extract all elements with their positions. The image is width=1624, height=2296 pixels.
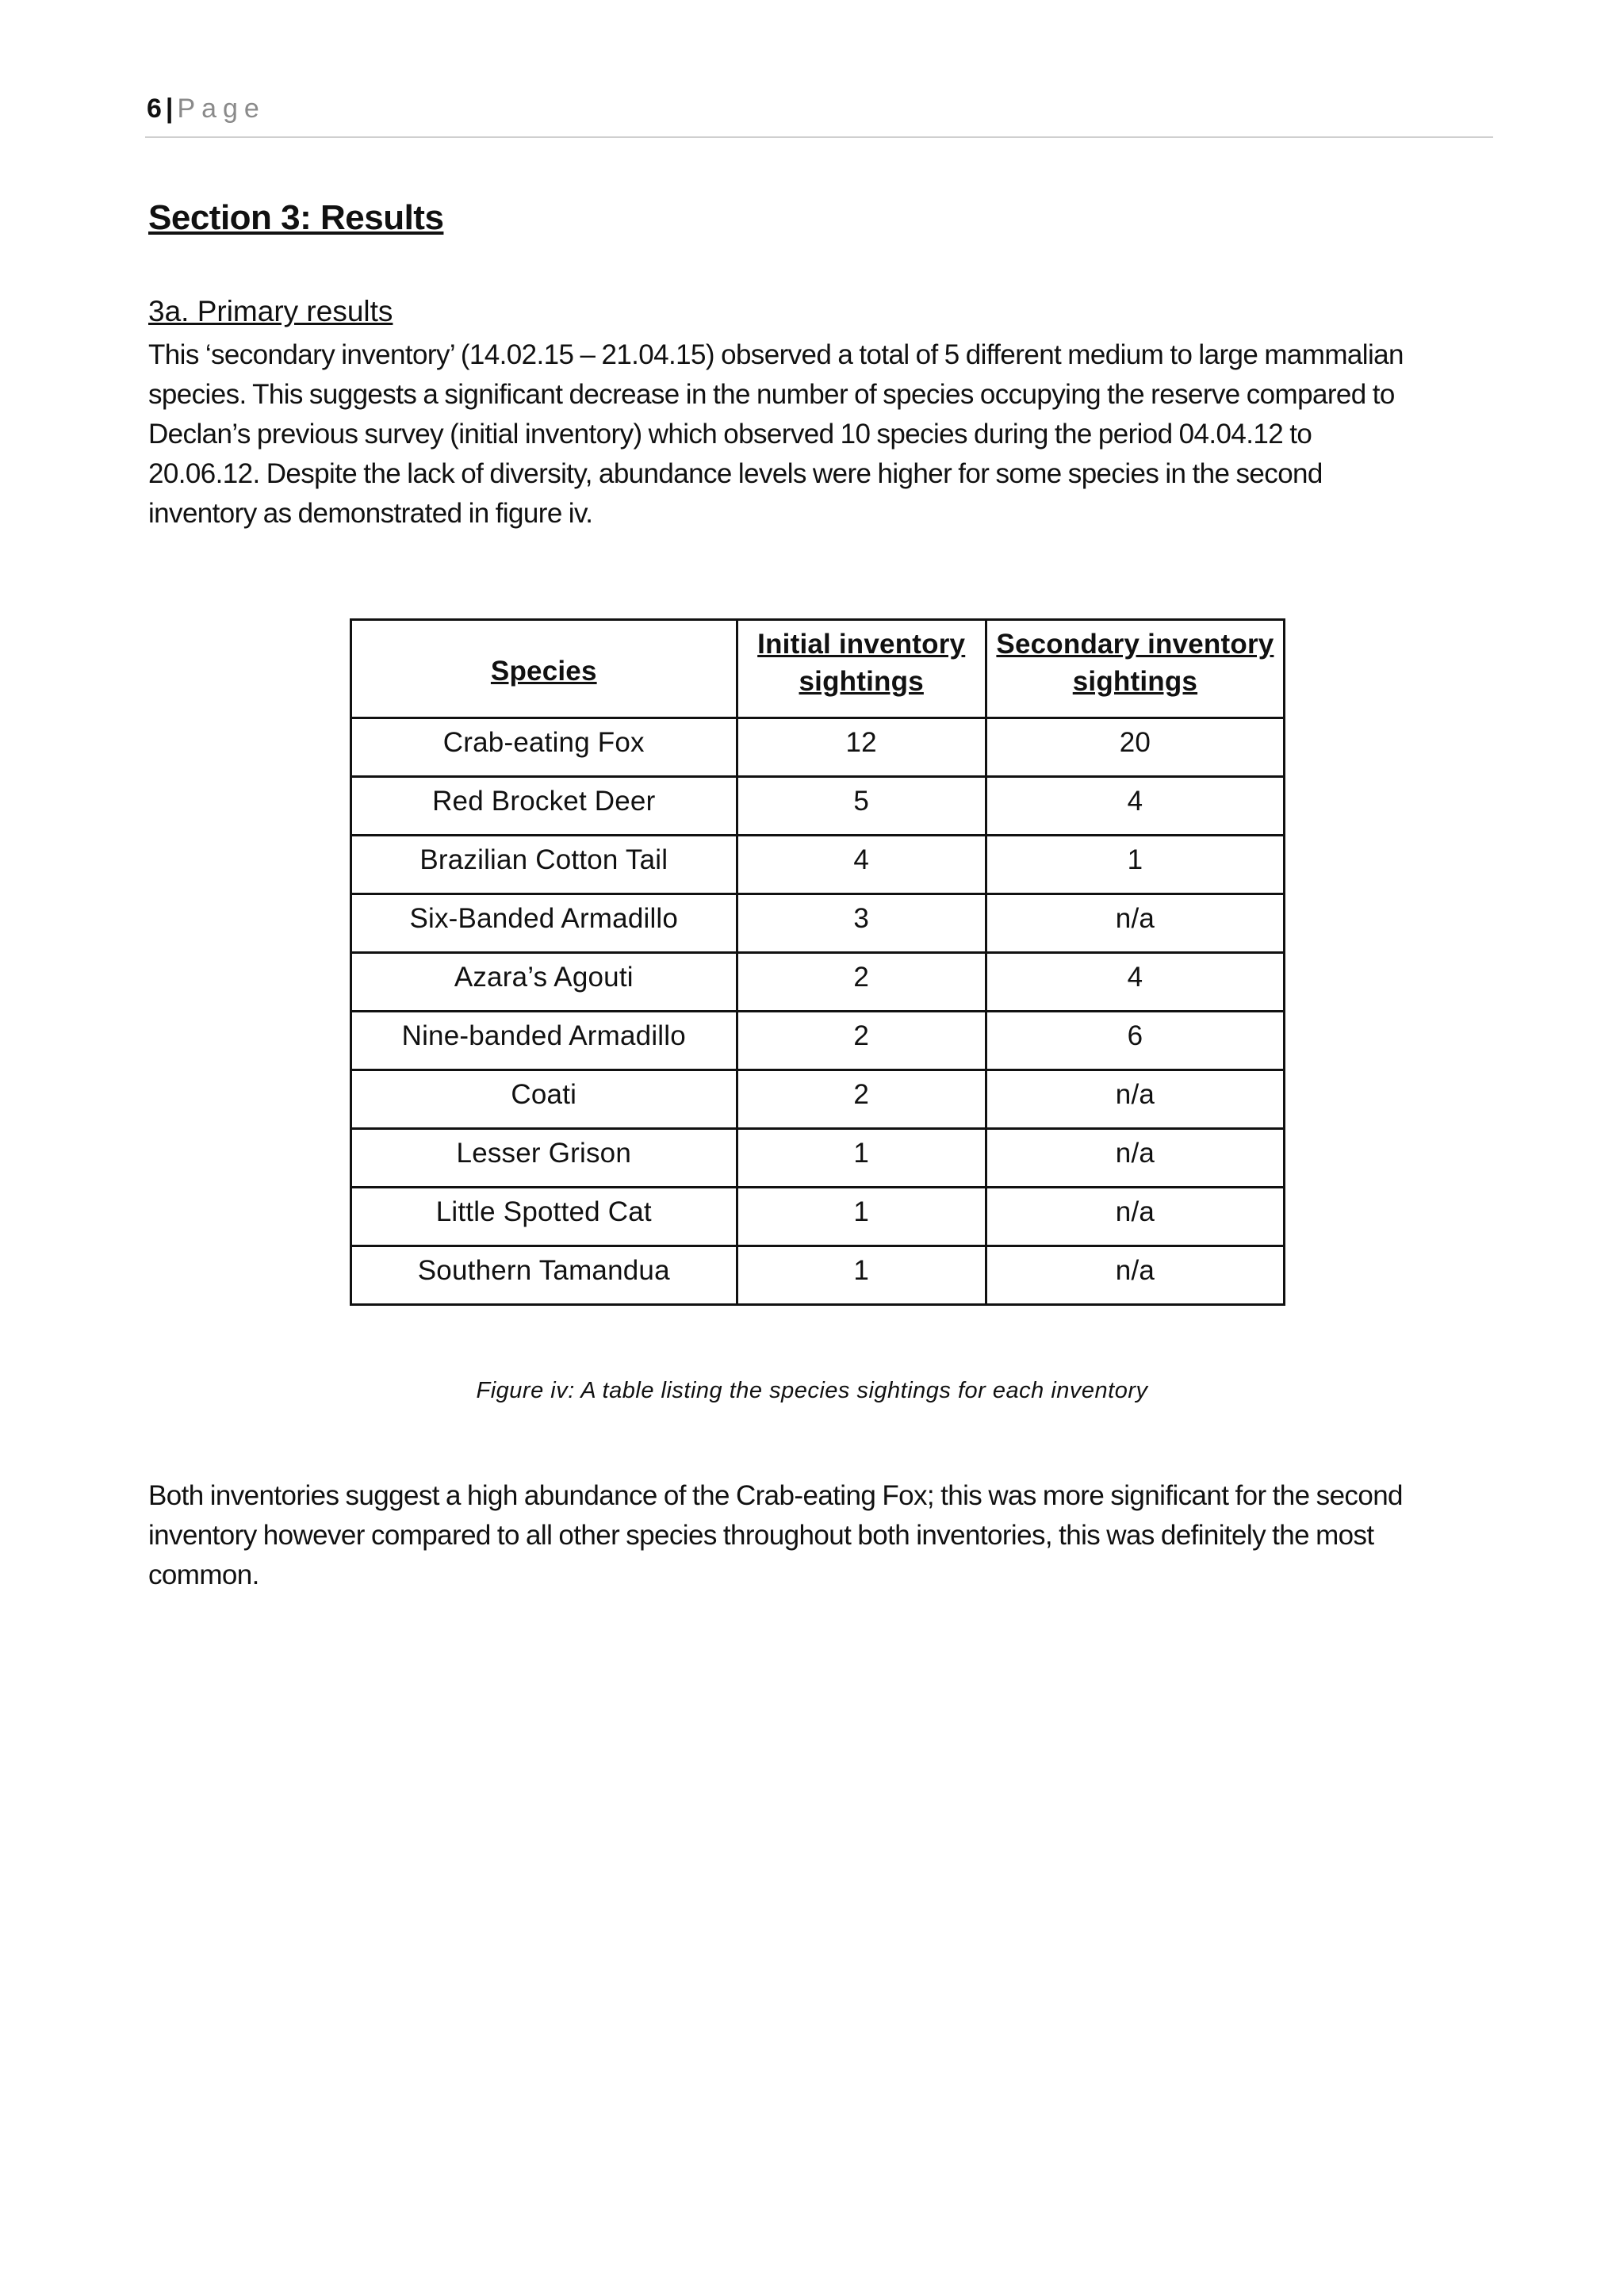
table-row [351, 1129, 1285, 1188]
species-cell: Brazilian Cotton Tail [351, 836, 737, 894]
table-row [351, 1188, 1285, 1246]
secondary-sightings-cell: n/a [986, 1246, 1284, 1305]
paragraph-line: Declan’s previous survey (initial inventory) which observed 10 species during the period 04.04.12 to [148, 419, 1312, 450]
page-header-separator: | [165, 94, 174, 124]
table-header-row [351, 620, 1285, 718]
secondary-sightings-cell: n/a [986, 1129, 1284, 1188]
header-line: sightings [1072, 666, 1198, 697]
initial-sightings-cell: 2 [737, 1012, 986, 1070]
initial-sightings-cell: 5 [737, 777, 986, 836]
paragraph-line: common. [148, 1559, 259, 1590]
species-sightings-table [350, 618, 1285, 1306]
secondary-sightings-cell: 1 [986, 836, 1284, 894]
header-line: Initial inventory [757, 629, 966, 660]
table-row [351, 1246, 1285, 1305]
header-line: sightings [799, 666, 924, 697]
species-cell: Crab-eating Fox [351, 718, 737, 777]
species-cell: Azara’s Agouti [351, 953, 737, 1012]
initial-sightings-cell: 4 [737, 836, 986, 894]
species-cell: Lesser Grison [351, 1129, 737, 1188]
initial-sightings-cell: 3 [737, 894, 986, 953]
secondary-inventory-column-header [986, 620, 1284, 718]
figure-caption: Figure iv: A table listing the species sightings for each inventory [476, 1378, 1148, 1403]
species-cell: Little Spotted Cat [351, 1188, 737, 1246]
page-number: 6 [147, 94, 163, 124]
table-row [351, 1070, 1285, 1129]
paragraph-line: inventory as demonstrated in figure iv. [148, 498, 593, 529]
initial-sightings-cell: 2 [737, 953, 986, 1012]
page-header [147, 94, 266, 124]
secondary-sightings-cell: n/a [986, 894, 1284, 953]
table-row [351, 777, 1285, 836]
secondary-sightings-cell: 6 [986, 1012, 1284, 1070]
header-divider [145, 136, 1493, 138]
header-line: Secondary inventory [996, 629, 1274, 660]
subsection-heading: 3a. Primary results [148, 295, 393, 327]
species-cell: Red Brocket Deer [351, 777, 737, 836]
paragraph-line: Both inventories suggest a high abundance of the Crab-eating Fox; this was more significant for the second [148, 1480, 1403, 1511]
initial-sightings-cell: 1 [737, 1246, 986, 1305]
page-label: Page [177, 94, 266, 124]
species-cell: Coati [351, 1070, 737, 1129]
secondary-sightings-cell: n/a [986, 1188, 1284, 1246]
secondary-sightings-cell: 20 [986, 718, 1284, 777]
section-title: Section 3: Results [148, 198, 444, 237]
paragraph-line: inventory however compared to all other species throughout both inventories, this was definitely the most [148, 1520, 1374, 1551]
table-row [351, 894, 1285, 953]
initial-sightings-cell: 2 [737, 1070, 986, 1129]
species-cell: Nine-banded Armadillo [351, 1012, 737, 1070]
secondary-sightings-cell: 4 [986, 777, 1284, 836]
paragraph-line: 20.06.12. Despite the lack of diversity, abundance levels were higher for some species in the second [148, 458, 1323, 489]
species-column-header: Species [351, 620, 737, 718]
paragraph-line: species. This suggests a significant decrease in the number of species occupying the reserve compared to [148, 379, 1395, 410]
initial-sightings-cell: 12 [737, 718, 986, 777]
initial-sightings-cell: 1 [737, 1188, 986, 1246]
secondary-sightings-cell: n/a [986, 1070, 1284, 1129]
conclusion-paragraph [148, 1476, 1496, 1595]
table-row [351, 718, 1285, 777]
table-row [351, 1012, 1285, 1070]
table-row [351, 953, 1285, 1012]
paragraph-line: This ‘secondary inventory’ (14.02.15 – 21.04.15) observed a total of 5 different medium to large mammalian [148, 339, 1404, 370]
species-cell: Six-Banded Armadillo [351, 894, 737, 953]
table-row [351, 836, 1285, 894]
species-cell: Southern Tamandua [351, 1246, 737, 1305]
initial-sightings-cell: 1 [737, 1129, 986, 1188]
secondary-sightings-cell: 4 [986, 953, 1284, 1012]
intro-paragraph [148, 335, 1496, 534]
initial-inventory-column-header [737, 620, 986, 718]
